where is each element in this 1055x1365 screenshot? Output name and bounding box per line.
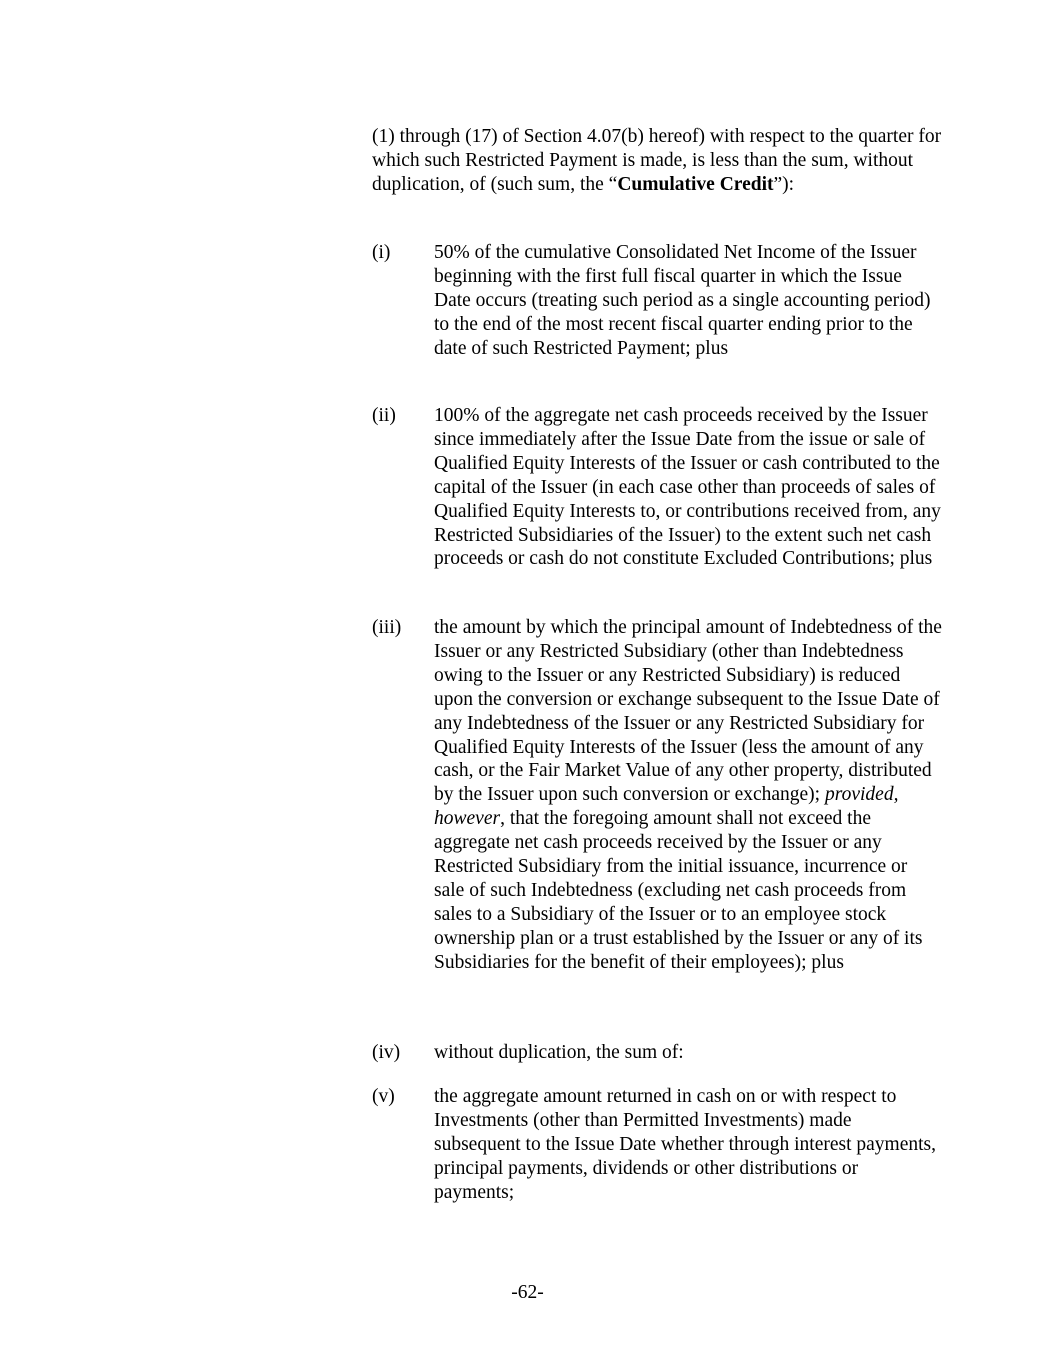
item-text: the aggregate amount returned in cash on or with respect to Investments (other than Permitted Investments) made subsequent to the Issue Date whether through interest payments, principal payments, dividends or other distributions or payments; — [434, 1086, 937, 1203]
item-text-after: , that the foregoing amount shall not exceed the aggregate net cash proceeds received by the Issuer or any Restricted Subsidiary from the initial issuance, incurrence or sale of such Indebtedness (excluding net cash proceeds from sales to a Subsidiary of the Issuer or to an employee stock ownership plan or a trust established by the Issuer or any of its Subsidiaries for the benefit of their employees); plus — [434, 808, 923, 973]
defined-term: Cumulative Credit — [617, 173, 774, 195]
intro-text-after: ”): — [773, 173, 795, 195]
intro-paragraph — [372, 125, 942, 197]
item-number: (i) — [372, 242, 391, 263]
item-text — [434, 616, 942, 975]
proviso-italic: provided, however — [434, 784, 899, 830]
item-text: 100% of the aggregate net cash proceeds received by the Issuer since immediately after the Issue Date from the issue or sale of Qualified Equity Interests of the Issuer or cash contributed to the capital of the Issuer (in each case other than proceeds of sales of Qualified Equity Interests to, or contributions received from, any Restricted Subsidiaries of the Issuer) to the extent such net cash proceeds or cash do not constitute Excluded Contributions; plus — [434, 405, 941, 570]
item-number: (v) — [372, 1086, 395, 1107]
item-number: (iii) — [372, 617, 402, 638]
item-text-before: the amount by which the principal amount of Indebtedness of the Issuer or any Restricted Subsidiary (other than Indebtedness owing to the Issuer or any Restricted Subsidiary) is reduced upon the conversion or exchange subsequent to the Issue Date of any Indebtedness of the Issuer or any Restricted Subsidiary for Qualified Equity Interests of the Issuer (less the amount of any cash, or the Fair Market Value of any other property, distributed by the Issuer upon such conversion or exchange); — [434, 617, 942, 806]
intro-text-before: (1) through (17) of Section 4.07(b) hereof) with respect to the quarter for which such Restricted Payment is made, is less than the sum, without duplication, of (such sum, the “ — [372, 126, 942, 195]
item-text: 50% of the cumulative Consolidated Net Income of the Issuer beginning with the first full fiscal quarter in which the Issue Date occurs (treating such period as a single accounting period) to the end of the most recent fiscal quarter ending prior to the date of such Restricted Payment; plus — [434, 242, 931, 359]
item-number: (ii) — [372, 405, 396, 426]
page-number: -62- — [511, 1282, 544, 1303]
item-number: (iv) — [372, 1042, 401, 1063]
item-text: without duplication, the sum of: — [434, 1042, 684, 1063]
